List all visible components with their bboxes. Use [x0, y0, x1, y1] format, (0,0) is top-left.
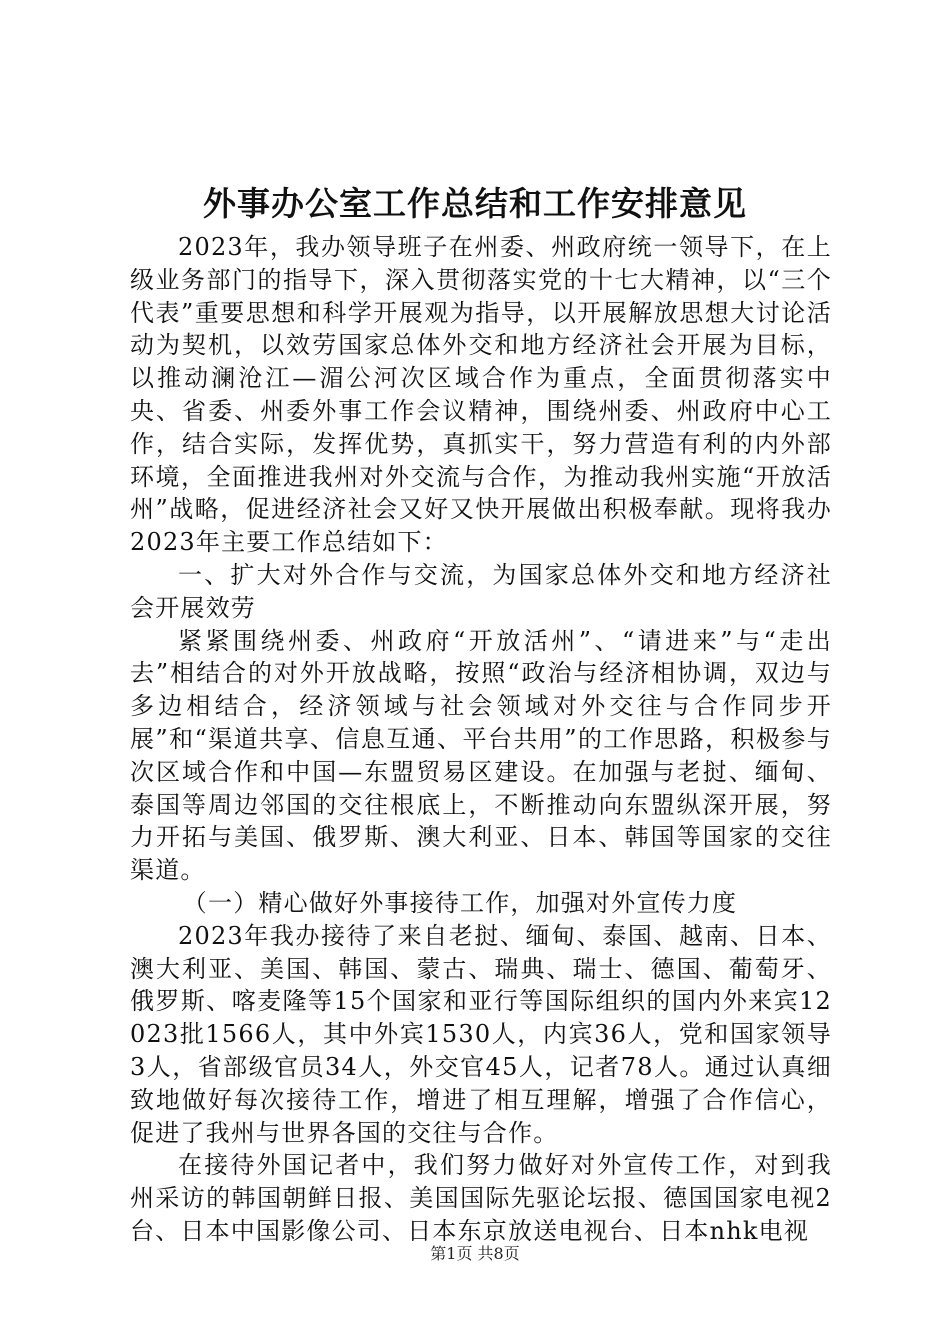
document-body: [130, 231, 832, 1248]
paragraph-strategy: 紧紧围绕州委、州政府“开放活州”、“请进来”与“走出去”相结合的对外开放战略，按照“政治与经济相协调，双边与多边相结合，经济领域与社会领域对外交往与合作同步开展”和“渠道共享、信息互通、平台共用”的工作思路，积极参与次区域合作和中国—东盟贸易区建设。在加强与老挝、缅甸、泰国等周边邻国的交往根底上，不断推动向东盟纵深开展，努力开拓与美国、俄罗斯、澳大利亚、日本、韩国等国家的交往渠道。: [130, 626, 832, 885]
paragraph-intro: 2023年，我办领导班子在州委、州政府统一领导下，在上级业务部门的指导下，深入贯彻落实党的十七大精神，以“三个代表”重要思想和科学开展观为指导，以开展解放思想大讨论活动为契机，以效劳国家总体外交和地方经济社会开展为目标，以推动澜沧江—湄公河次区域合作为重点，全面贯彻落实中央、省委、州委外事工作会议精神，围绕州委、州政府中心工作，结合实际，发挥优势，真抓实干，努力营造有利的内外部环境，全面推进我州对外交流与合作，为推动我州实施“开放活州”战略，促进经济社会又好又快开展做出积极奉献。现将我办2023年主要工作总结如下：: [130, 233, 832, 557]
section-heading-1: 一、扩大对外合作与交流，为国家总体外交和地方经济社会开展效劳: [130, 560, 832, 622]
page-number: 第1页 共8页: [430, 1244, 520, 1263]
paragraph-reception: 2023年我办接待了来自老挝、缅甸、泰国、越南、日本、澳大利亚、美国、韩国、蒙古、瑞典、瑞士、德国、葡萄牙、俄罗斯、喀麦隆等15个国家和亚行等国际组织的国内外来宾12023批1566人，其中外宾1530人，内宾36人，党和国家领导3人，省部级官员34人，外交官45人，记者78人。通过认真细致地做好每次接待工作，增进了相互理解，增强了合作信心，促进了我州与世界各国的交往与合作。: [130, 921, 832, 1147]
document-title: 外事办公室工作总结和工作安排意见: [203, 184, 747, 223]
subsection-heading-1: （一）精心做好外事接待工作，加强对外宣传力度: [182, 888, 738, 917]
paragraph-press: 在接待外国记者中，我们努力做好对外宣传工作，对到我州采访的韩国朝鲜日报、美国国际先驱论坛报、德国国家电视2台、日本中国影像公司、日本东京放送电视台、日本nhk电视: [130, 1151, 832, 1245]
